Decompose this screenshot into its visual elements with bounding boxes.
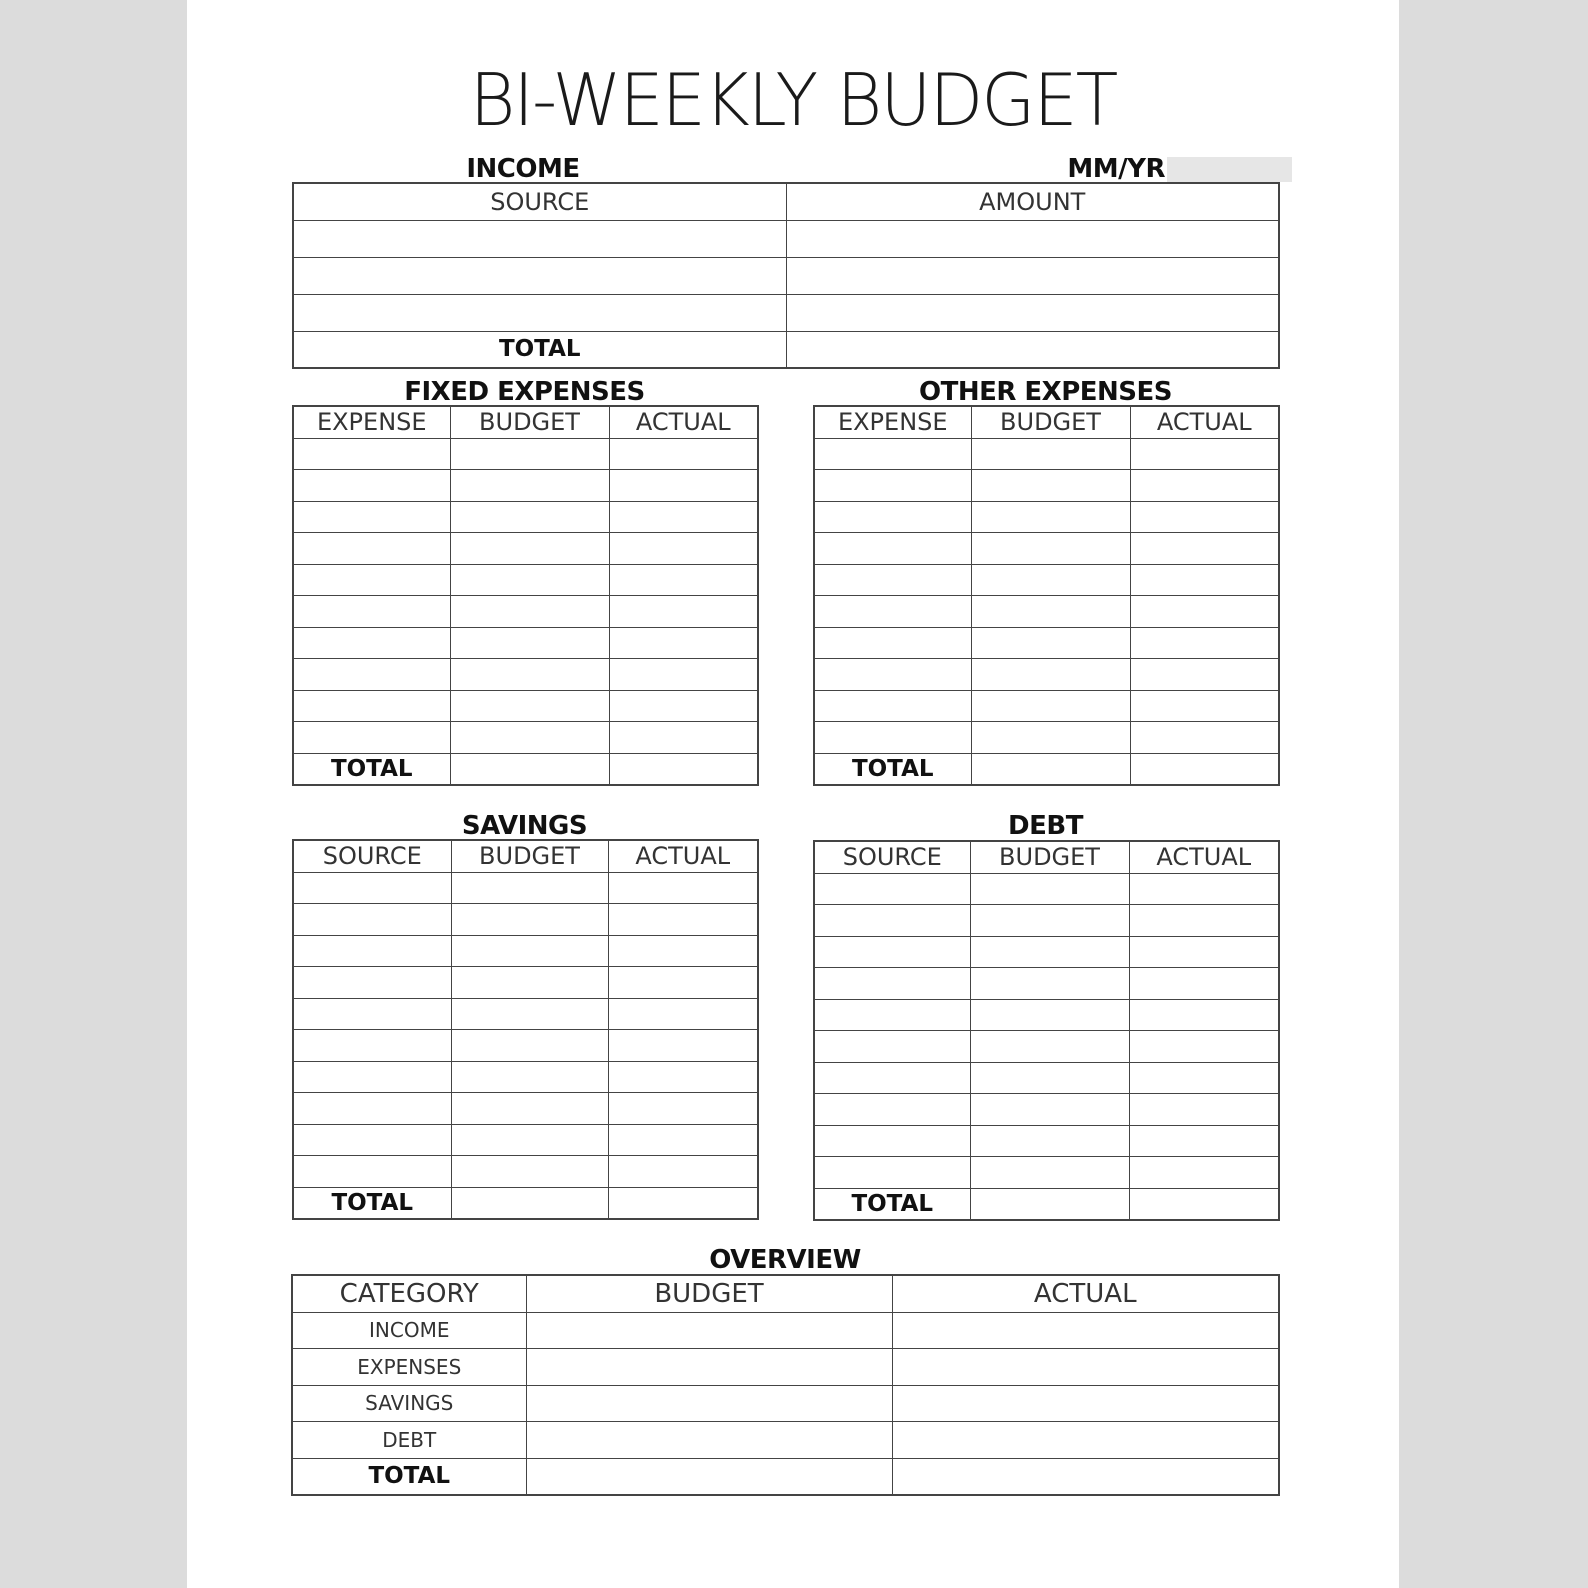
expense-cell[interactable]	[293, 501, 450, 533]
column-header-source: SOURCE	[293, 183, 786, 220]
total-row	[292, 1458, 1279, 1495]
budget-cell[interactable]	[971, 722, 1130, 754]
actual-cell[interactable]	[892, 1385, 1279, 1422]
actual-cell[interactable]	[609, 690, 758, 722]
actual-cell[interactable]	[609, 564, 758, 596]
budget-cell[interactable]	[971, 501, 1130, 533]
actual-cell[interactable]	[1130, 470, 1279, 502]
budget-cell[interactable]	[526, 1422, 892, 1459]
actual-cell[interactable]	[1129, 1125, 1279, 1157]
actual-cell[interactable]	[1129, 936, 1279, 968]
fixed-expenses-heading: FIXED EXPENSES	[404, 377, 645, 407]
table-row	[293, 872, 758, 904]
actual-cell[interactable]	[609, 627, 758, 659]
actual-cell[interactable]	[608, 1093, 758, 1125]
table-row	[293, 627, 758, 659]
source-cell[interactable]	[814, 999, 970, 1031]
table-row	[814, 1031, 1279, 1063]
actual-cell[interactable]	[608, 872, 758, 904]
budget-cell[interactable]	[451, 904, 608, 936]
table-row	[292, 1349, 1279, 1386]
column-header-actual: ACTUAL	[1130, 406, 1279, 438]
column-header-budget: BUDGET	[970, 841, 1129, 873]
expense-cell[interactable]	[293, 659, 450, 691]
actual-cell[interactable]	[609, 533, 758, 565]
column-header-actual: ACTUAL	[892, 1275, 1279, 1312]
expense-cell[interactable]	[293, 533, 450, 565]
table-row	[293, 257, 1279, 294]
budget-cell[interactable]	[970, 1157, 1129, 1189]
savings-heading: SAVINGS	[461, 811, 588, 841]
budget-cell[interactable]	[450, 722, 609, 754]
table-row	[293, 596, 758, 628]
table-row	[293, 935, 758, 967]
total-amount-cell[interactable]	[786, 331, 1279, 368]
budget-cell[interactable]	[451, 998, 608, 1030]
expense-cell[interactable]	[814, 438, 971, 470]
actual-cell[interactable]	[609, 596, 758, 628]
budget-cell[interactable]	[450, 564, 609, 596]
table-row	[814, 968, 1279, 1000]
source-cell[interactable]	[814, 1157, 970, 1189]
budget-cell[interactable]	[970, 968, 1129, 1000]
budget-cell[interactable]	[970, 999, 1129, 1031]
mmyr-label: MM/YR	[1067, 154, 1165, 184]
category-label: EXPENSES	[292, 1349, 526, 1386]
table-row	[293, 1030, 758, 1062]
table-row	[293, 533, 758, 565]
column-header-source: SOURCE	[293, 840, 451, 872]
amount-cell[interactable]	[786, 257, 1279, 294]
table-row	[814, 501, 1279, 533]
budget-cell[interactable]	[450, 501, 609, 533]
budget-page	[187, 0, 1399, 1588]
column-header-amount: AMOUNT	[786, 183, 1279, 220]
column-header-source: SOURCE	[814, 841, 970, 873]
income-table	[292, 182, 1280, 369]
overview-table	[291, 1274, 1280, 1496]
debt-table	[813, 840, 1280, 1221]
fixed-expenses-table	[292, 405, 759, 786]
source-cell[interactable]	[293, 872, 451, 904]
budget-cell[interactable]	[971, 690, 1130, 722]
source-cell[interactable]	[293, 257, 786, 294]
budget-cell[interactable]	[971, 564, 1130, 596]
total-label: TOTAL	[292, 1458, 526, 1495]
table-row	[814, 1094, 1279, 1126]
expense-cell[interactable]	[293, 470, 450, 502]
source-cell[interactable]	[293, 220, 786, 257]
actual-cell[interactable]	[608, 935, 758, 967]
budget-cell[interactable]	[450, 470, 609, 502]
source-cell[interactable]	[814, 968, 970, 1000]
source-cell[interactable]	[293, 1093, 451, 1125]
table-row	[814, 936, 1279, 968]
total-row	[293, 331, 1279, 368]
category-label: SAVINGS	[292, 1385, 526, 1422]
actual-cell[interactable]	[608, 1061, 758, 1093]
source-cell[interactable]	[293, 294, 786, 331]
actual-cell[interactable]	[1130, 596, 1279, 628]
total-row	[293, 1187, 758, 1219]
table-row	[814, 470, 1279, 502]
actual-cell[interactable]	[609, 722, 758, 754]
actual-cell[interactable]	[1130, 438, 1279, 470]
budget-cell[interactable]	[451, 967, 608, 999]
table-row	[814, 690, 1279, 722]
source-cell[interactable]	[293, 1061, 451, 1093]
budget-cell[interactable]	[970, 1031, 1129, 1063]
actual-cell[interactable]	[1130, 627, 1279, 659]
table-row	[814, 1125, 1279, 1157]
column-header-expense: EXPENSE	[814, 406, 971, 438]
category-label: INCOME	[292, 1312, 526, 1349]
source-cell[interactable]	[293, 1030, 451, 1062]
income-heading: INCOME	[466, 154, 580, 184]
actual-cell[interactable]	[1129, 1031, 1279, 1063]
source-cell[interactable]	[293, 935, 451, 967]
expense-cell[interactable]	[814, 533, 971, 565]
expense-cell[interactable]	[814, 627, 971, 659]
total-actual-cell[interactable]	[1130, 753, 1279, 785]
budget-cell[interactable]	[526, 1349, 892, 1386]
budget-cell[interactable]	[970, 905, 1129, 937]
expense-cell[interactable]	[293, 564, 450, 596]
budget-cell[interactable]	[450, 627, 609, 659]
budget-cell[interactable]	[970, 1062, 1129, 1094]
savings-table	[292, 839, 759, 1220]
expense-cell[interactable]	[814, 501, 971, 533]
category-label: DEBT	[292, 1422, 526, 1459]
total-label: TOTAL	[293, 331, 786, 368]
total-actual-cell[interactable]	[609, 753, 758, 785]
table-row	[293, 690, 758, 722]
column-header-budget: BUDGET	[526, 1275, 892, 1312]
table-row	[293, 722, 758, 754]
budget-cell[interactable]	[971, 470, 1130, 502]
total-budget-cell[interactable]	[451, 1187, 608, 1219]
expense-cell[interactable]	[814, 722, 971, 754]
source-cell[interactable]	[814, 936, 970, 968]
other-expenses-table	[813, 405, 1280, 786]
budget-cell[interactable]	[971, 533, 1130, 565]
budget-cell[interactable]	[450, 438, 609, 470]
actual-cell[interactable]	[1130, 501, 1279, 533]
actual-cell[interactable]	[892, 1312, 1279, 1349]
budget-cell[interactable]	[970, 936, 1129, 968]
actual-cell[interactable]	[1129, 999, 1279, 1031]
budget-cell[interactable]	[451, 872, 608, 904]
budget-cell[interactable]	[450, 690, 609, 722]
budget-cell[interactable]	[971, 627, 1130, 659]
actual-cell[interactable]	[608, 1156, 758, 1188]
page-title: BI-WEEKLY BUDGET	[469, 58, 1117, 142]
actual-cell[interactable]	[608, 1030, 758, 1062]
total-actual-cell[interactable]	[1129, 1188, 1279, 1220]
source-cell[interactable]	[293, 1124, 451, 1156]
expense-cell[interactable]	[814, 470, 971, 502]
budget-cell[interactable]	[970, 1125, 1129, 1157]
table-row	[814, 905, 1279, 937]
actual-cell[interactable]	[1129, 1094, 1279, 1126]
total-budget-cell[interactable]	[970, 1188, 1129, 1220]
table-row	[293, 1156, 758, 1188]
table-row	[814, 438, 1279, 470]
source-cell[interactable]	[814, 873, 970, 905]
actual-cell[interactable]	[608, 904, 758, 936]
budget-cell[interactable]	[970, 1094, 1129, 1126]
table-row	[292, 1385, 1279, 1422]
amount-cell[interactable]	[786, 220, 1279, 257]
budget-cell[interactable]	[971, 659, 1130, 691]
total-label: TOTAL	[814, 753, 971, 785]
expense-cell[interactable]	[814, 596, 971, 628]
actual-cell[interactable]	[1129, 905, 1279, 937]
budget-cell[interactable]	[451, 1061, 608, 1093]
table-row	[814, 1062, 1279, 1094]
budget-cell[interactable]	[526, 1312, 892, 1349]
actual-cell[interactable]	[1129, 873, 1279, 905]
budget-cell[interactable]	[971, 596, 1130, 628]
total-actual-cell[interactable]	[608, 1187, 758, 1219]
total-budget-cell[interactable]	[971, 753, 1130, 785]
source-cell[interactable]	[293, 1156, 451, 1188]
amount-cell[interactable]	[786, 294, 1279, 331]
source-cell[interactable]	[814, 1094, 970, 1126]
other-expenses-heading: OTHER EXPENSES	[918, 377, 1173, 407]
column-header-actual: ACTUAL	[609, 406, 758, 438]
actual-cell[interactable]	[608, 998, 758, 1030]
actual-cell[interactable]	[1129, 968, 1279, 1000]
column-header-actual: ACTUAL	[1129, 841, 1279, 873]
table-row	[293, 659, 758, 691]
budget-cell[interactable]	[450, 659, 609, 691]
budget-cell[interactable]	[451, 1156, 608, 1188]
actual-cell[interactable]	[1130, 564, 1279, 596]
actual-cell[interactable]	[892, 1349, 1279, 1386]
budget-cell[interactable]	[451, 935, 608, 967]
expense-cell[interactable]	[293, 438, 450, 470]
column-header-expense: EXPENSE	[293, 406, 450, 438]
actual-cell[interactable]	[608, 1124, 758, 1156]
total-budget-cell[interactable]	[450, 753, 609, 785]
table-row	[293, 294, 1279, 331]
budget-cell[interactable]	[971, 438, 1130, 470]
budget-cell[interactable]	[451, 1093, 608, 1125]
overview-heading: OVERVIEW	[709, 1245, 861, 1275]
table-row	[814, 999, 1279, 1031]
table-row	[293, 220, 1279, 257]
actual-cell[interactable]	[608, 967, 758, 999]
total-budget-cell[interactable]	[526, 1458, 892, 1495]
column-header-budget: BUDGET	[450, 406, 609, 438]
table-row	[293, 1093, 758, 1125]
mmyr-input[interactable]	[1167, 157, 1292, 182]
column-header-budget: BUDGET	[451, 840, 608, 872]
table-row	[293, 438, 758, 470]
expense-cell[interactable]	[814, 690, 971, 722]
debt-heading: DEBT	[1008, 811, 1083, 841]
source-cell[interactable]	[814, 1062, 970, 1094]
table-row	[814, 722, 1279, 754]
table-row	[814, 533, 1279, 565]
table-row	[293, 1124, 758, 1156]
total-row	[293, 753, 758, 785]
actual-cell[interactable]	[609, 501, 758, 533]
total-row	[814, 753, 1279, 785]
source-cell[interactable]	[814, 1125, 970, 1157]
table-row	[293, 501, 758, 533]
expense-cell[interactable]	[293, 596, 450, 628]
total-label: TOTAL	[293, 1187, 451, 1219]
actual-cell[interactable]	[892, 1422, 1279, 1459]
table-row	[814, 564, 1279, 596]
table-row	[814, 1157, 1279, 1189]
budget-cell[interactable]	[450, 533, 609, 565]
table-row	[293, 1061, 758, 1093]
total-label: TOTAL	[293, 753, 450, 785]
total-row	[814, 1188, 1279, 1220]
source-cell[interactable]	[293, 998, 451, 1030]
table-row	[814, 596, 1279, 628]
actual-cell[interactable]	[1129, 1157, 1279, 1189]
actual-cell[interactable]	[1130, 690, 1279, 722]
expense-cell[interactable]	[814, 564, 971, 596]
budget-cell[interactable]	[451, 1030, 608, 1062]
table-row	[814, 659, 1279, 691]
actual-cell[interactable]	[609, 470, 758, 502]
column-header-budget: BUDGET	[971, 406, 1130, 438]
table-row	[293, 904, 758, 936]
actual-cell[interactable]	[1130, 533, 1279, 565]
budget-cell[interactable]	[970, 873, 1129, 905]
actual-cell[interactable]	[609, 659, 758, 691]
expense-cell[interactable]	[293, 690, 450, 722]
expense-cell[interactable]	[293, 627, 450, 659]
source-cell[interactable]	[814, 905, 970, 937]
table-row	[814, 627, 1279, 659]
source-cell[interactable]	[814, 1031, 970, 1063]
expense-cell[interactable]	[814, 659, 971, 691]
table-row	[292, 1312, 1279, 1349]
budget-cell[interactable]	[450, 596, 609, 628]
table-row	[293, 470, 758, 502]
table-row	[293, 998, 758, 1030]
budget-cell[interactable]	[451, 1124, 608, 1156]
source-cell[interactable]	[293, 904, 451, 936]
actual-cell[interactable]	[609, 438, 758, 470]
table-row	[293, 564, 758, 596]
table-row	[292, 1422, 1279, 1459]
actual-cell[interactable]	[1130, 722, 1279, 754]
table-row	[814, 873, 1279, 905]
source-cell[interactable]	[293, 967, 451, 999]
table-row	[293, 967, 758, 999]
actual-cell[interactable]	[1129, 1062, 1279, 1094]
total-label: TOTAL	[814, 1188, 970, 1220]
column-header-actual: ACTUAL	[608, 840, 758, 872]
budget-cell[interactable]	[526, 1385, 892, 1422]
total-actual-cell[interactable]	[892, 1458, 1279, 1495]
column-header-category: CATEGORY	[292, 1275, 526, 1312]
expense-cell[interactable]	[293, 722, 450, 754]
actual-cell[interactable]	[1130, 659, 1279, 691]
